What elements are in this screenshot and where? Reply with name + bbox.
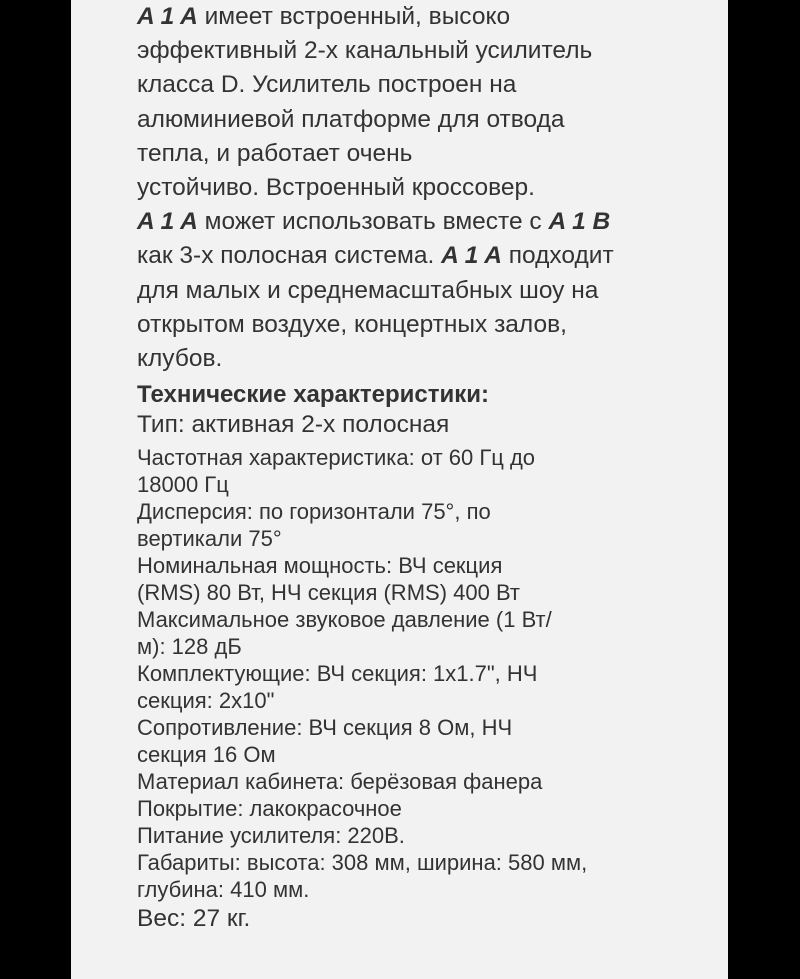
description-line xyxy=(137,308,722,342)
description-text: может использовать вместе с xyxy=(197,208,549,236)
description-text: клубов. xyxy=(137,345,223,373)
description-line xyxy=(137,137,722,171)
description-line xyxy=(137,103,722,137)
spec-item xyxy=(137,768,722,795)
description-line xyxy=(137,171,722,205)
spec-line: Максимальное звуковое давление (1 Вт/ xyxy=(137,607,552,633)
spec-item xyxy=(137,822,722,849)
spec-item xyxy=(137,552,722,606)
description-text: эффективный 2-х канальный усилитель xyxy=(137,37,593,65)
spec-line: Габариты: высота: 308 мм, ширина: 580 мм, xyxy=(137,850,588,876)
model-name: A 1 A xyxy=(137,3,198,30)
spec-item xyxy=(137,795,722,822)
document-content xyxy=(137,0,722,935)
spec-line: Материал кабинета: берёзовая фанера xyxy=(137,769,543,795)
description-text: устойчиво. Встроенный кроссовер. xyxy=(137,174,535,202)
specs-heading: Технические характеристики: xyxy=(137,381,490,409)
spec-item xyxy=(137,660,722,714)
spec-line: Покрытие: лакокрасочное xyxy=(137,796,402,822)
spec-item xyxy=(137,444,722,498)
document-page xyxy=(71,0,728,979)
spec-item xyxy=(137,498,722,552)
spec-type: Тип: активная 2-х полосная xyxy=(137,411,450,439)
description-text: для малых и среднемасштабных шоу на xyxy=(137,276,599,304)
description-text: открытом воздухе, концертных залов, xyxy=(137,310,567,338)
description-line xyxy=(137,274,722,308)
spec-line: секция: 2x10" xyxy=(137,688,275,714)
description-text: класса D. Усилитель построен на xyxy=(137,71,517,99)
spec-list xyxy=(137,444,722,903)
spec-line: м): 128 дБ xyxy=(137,634,242,660)
spec-line: Дисперсия: по горизонтали 75°, по xyxy=(137,499,491,525)
spec-line: секция 16 Ом xyxy=(137,742,276,768)
description-line xyxy=(137,68,722,102)
description-line xyxy=(137,205,722,239)
spec-line: Номинальная мощность: ВЧ секция xyxy=(137,553,503,579)
spec-item xyxy=(137,606,722,660)
description-text: алюминиевой платформе для отвода xyxy=(137,105,565,133)
description-line xyxy=(137,0,722,34)
spec-line: Частотная характеристика: от 60 Гц до xyxy=(137,445,536,471)
spec-line: глубина: 410 мм. xyxy=(137,877,310,903)
model-name: A 1 A xyxy=(441,242,502,270)
description-text: имеет встроенный, высоко xyxy=(197,3,511,30)
spec-item xyxy=(137,714,722,768)
description-text: как 3-х полосная система. xyxy=(137,242,442,270)
description-line xyxy=(137,34,722,68)
description-text: подходит xyxy=(501,242,614,270)
spec-line: Сопротивление: ВЧ секция 8 Ом, НЧ xyxy=(137,715,513,741)
spec-item xyxy=(137,849,722,903)
description-line xyxy=(137,342,722,376)
spec-line: (RMS) 80 Вт, НЧ секция (RMS) 400 Вт xyxy=(137,580,520,606)
description-paragraph xyxy=(137,0,722,376)
spec-line: вертикали 75° xyxy=(137,526,282,552)
model-name: A 1 A xyxy=(137,208,198,236)
spec-line: 18000 Гц xyxy=(137,472,229,498)
spec-line: Комплектующие: ВЧ секция: 1x1.7", НЧ xyxy=(137,661,538,687)
description-line xyxy=(137,239,722,273)
spec-weight: Вес: 27 кг. xyxy=(137,905,251,933)
description-text: тепла, и работает очень xyxy=(137,139,413,167)
spec-line: Питание усилителя: 220В. xyxy=(137,823,405,849)
model-name: A 1 B xyxy=(548,208,611,236)
